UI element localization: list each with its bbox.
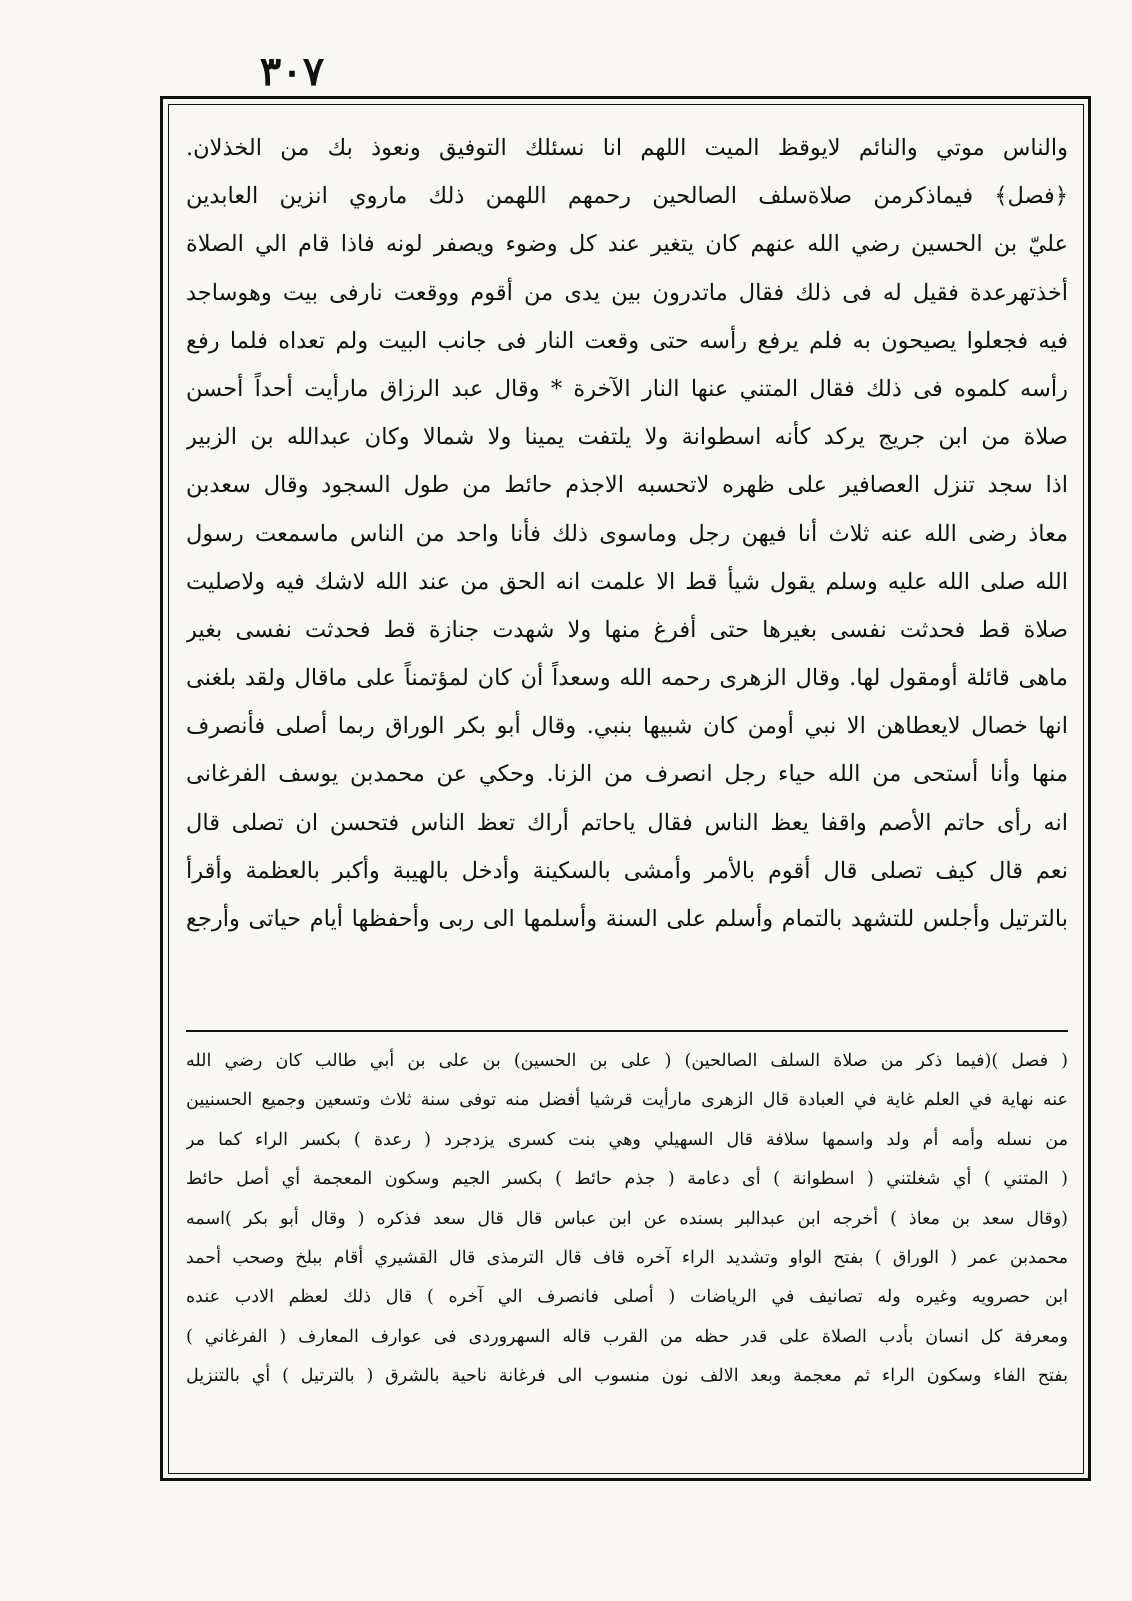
main-line: اذا سجد تنزل العصافير على ظهره لاتحسبه الاجذم حائط من طول السجود وقال سعدبن <box>186 472 1068 499</box>
main-line: رأسه كلموه فى ذلك فقال المتني عنها النار الآخرة * وقال عبد الرزاق مارأيت أحداً أحسن <box>186 375 1068 402</box>
main-line: نعم قال كيف تصلى قال أقوم بالأمر وأمشى بالسكينة وأدخل بالهيبة وأكبر بالعظمة وأقرأ <box>186 857 1068 884</box>
main-line: أخذتهرعدة فقيل له فى ذلك فقال ماتدرون بين يدى من أقوم ووقعت نارفى بيت وهوساجد <box>186 279 1068 306</box>
main-line: انه رأى حاتم الأصم واقفا يعظ الناس فقال ياحاتم أراك تعظ الناس فتحسن ان تصلى قال <box>186 809 1068 836</box>
commentary-line: ( المتني ) أي شغلتني ( اسطوانة ) أى دعامة ( جذم حائط ) بكسر الجيم وسكون المعجمة أي أصل حائط <box>186 1169 1068 1190</box>
main-line: معاذ رضى الله عنه ثلاث أنا فيهن رجل وماسوى ذلك فأنا واحد من الناس ماسمعت رسول <box>186 520 1068 547</box>
main-text-block <box>186 124 1068 943</box>
main-line: صلاة من ابن جريج يركد كأنه اسطوانة ولا يلتفت يمينا ولا شمالا وكان عبدالله بن الزبير <box>186 424 1068 451</box>
commentary-line: بفتح الفاء وسكون الراء ثم معجمة وبعد الالف نون منسوب الى فرغانة ناحية بالشرق ( بالترتيل ) أي بالتنزيل <box>186 1366 1068 1387</box>
main-line: والناس موتي والنائم لايوقظ الميت اللهم انا نسئلك التوفيق ونعوذ بك من الخذلان. <box>186 135 1068 161</box>
main-line: منها وأنا أستحى من الله حياء رجل انصرف من الزنا. وحكي عن محمدبن يوسف الفرغانى <box>186 761 1068 788</box>
main-line: الله صلى الله عليه وسلم يقول شيأ قط الا علمت انه الحق من عند الله لاشك فيه ولاصليت <box>186 568 1068 595</box>
main-line: عليّ بن الحسين رضي الله عنهم كان يتغير عند كل وضوء ويصفر لونه فاذا قام الي الصلاة <box>186 231 1068 258</box>
main-line: ماهى قائلة أومقول لها. وقال الزهرى رحمه الله وسعداً أن كان لمؤتمناً على ماقال ولقد بلغنى <box>186 665 1068 692</box>
page-number: ٣٠٧ <box>259 48 325 95</box>
main-line: انها خصال لايعطاهن الا نبي أومن كان شبيها بنبي. وقال أبو بكر الوراق ربما أصلى فأنصرف <box>186 713 1068 740</box>
main-line: صلاة قط فحدثت نفسى بغيرها حتى أفرغ منها ولا شهدت جنازة قط فحدثت نفسى بغير <box>186 616 1068 643</box>
commentary-block <box>186 1042 1068 1397</box>
commentary-line: محمدبن عمر ( الوراق ) بفتح الواو وتشديد الراء آخره قاف قال الترمذى قال القشيري أقام ببلخ وصحب أحمد <box>186 1247 1068 1268</box>
commentary-line: من نسله وأمه أم ولد واسمها سلافة قال السهيلي وهي بنت كسرى يزدجرد ( رعدة ) بكسر الراء كما مر <box>186 1129 1068 1150</box>
main-line: بالترتيل وأجلس للتشهد بالتمام وأسلم على السنة وأسلمها الى ربى وأحفظها أيام حياتى وأرجع <box>186 906 1068 932</box>
commentary-line: ومعرفة كل انسان بأدب الصلاة على قدر حظه من القرب قاله السهروردى فى عوارف المعارف ( الفرغاني ) <box>186 1326 1068 1347</box>
main-line: فيه فجعلوا يصيحون به فلم يرفع رأسه حتى وقعت النار فى جانب البيت ولم تعداه فلما رفع <box>186 327 1068 354</box>
main-line: ﴿فصل﴾ فيماذكرمن صلاةسلف الصالحين رحمهم اللهمن ذلك ماروي انزين العابدين <box>186 183 1068 210</box>
commentary-line: عنه نهاية في العلم غاية في العبادة قال الزهرى مارأيت قرشيا أفضل منه توفى سنة ثلاث وتسعين وجميع الحسنيين <box>186 1090 1068 1111</box>
commentary-line: (وقال سعد بن معاذ ) أخرجه ابن عبدالبر بسنده عن ابن عباس قال قال سعد فذكره ( وقال أبو بكر )اسمه <box>186 1208 1068 1229</box>
commentary-line: ( فصل )(فيما ذكر من صلاة السلف الصالحين) ( على بن الحسين) بن على بن أبي طالب كان رضي الله <box>186 1051 1068 1071</box>
commentary-separator <box>186 1030 1068 1032</box>
commentary-line: ابن حصرويه وغيره وله تصانيف في الرياضات ( أصلى فانصرف الي آخره ) قال ذلك لعظم الادب عنده <box>186 1287 1068 1308</box>
